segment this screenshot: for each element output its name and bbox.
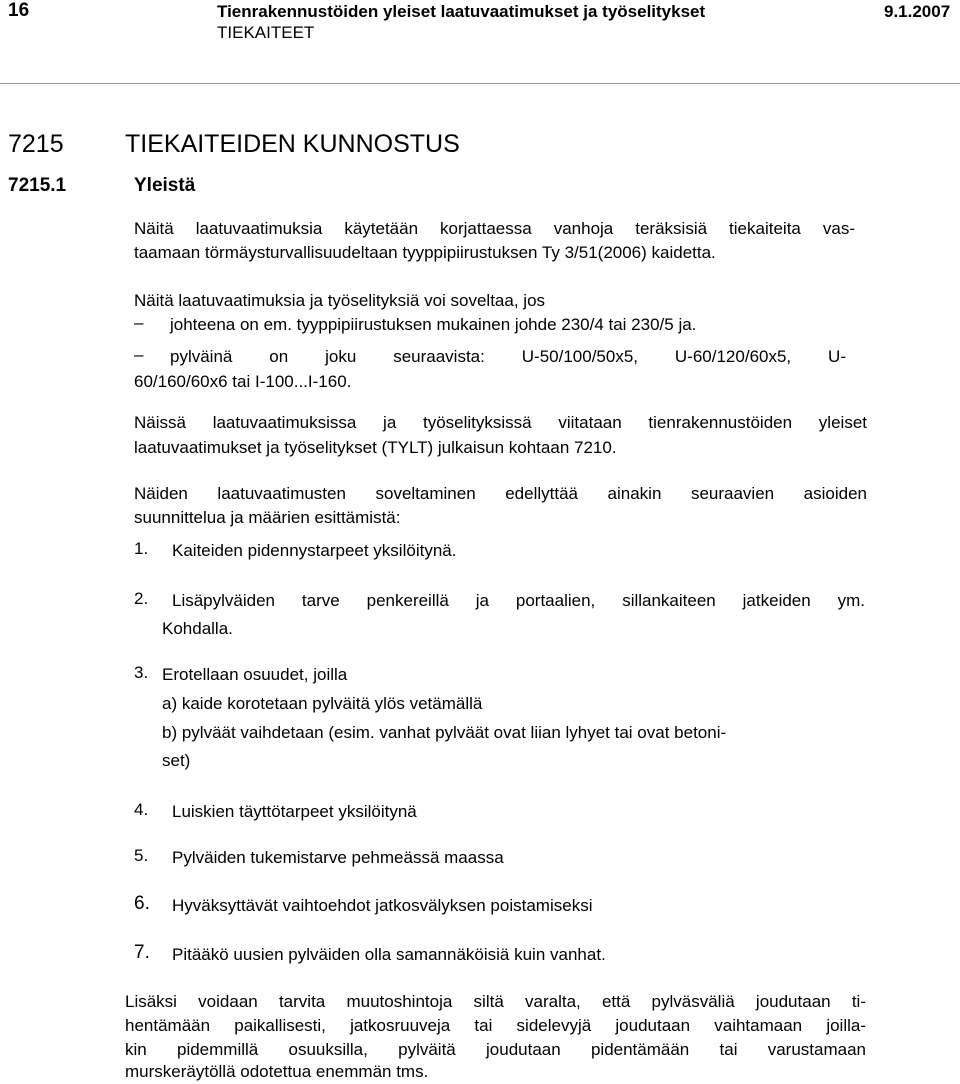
- list-item: Erotellaan osuudet, joilla: [162, 665, 348, 684]
- paragraph-line: Näitä laatuvaatimuksia ja työselityksiä voi soveltaa, jos: [134, 291, 546, 310]
- list-number: 4.: [134, 800, 149, 819]
- subsection-number: 7215.1: [8, 175, 67, 196]
- list-number: 3.: [134, 663, 149, 682]
- list-number: 7.: [134, 942, 150, 963]
- paragraph-line: Lisäksi voidaan tarvita muutoshintoja siltä varalta, että pylväsväliä joudutaan ti-: [125, 992, 866, 1011]
- paragraph-line: hentämään paikallisesti, jatkosruuveja tai sidelevyjä joudutaan vaihtamaan joilla-: [125, 1016, 866, 1035]
- paragraph-line: murskeräytöllä odotettua enemmän tms.: [125, 1062, 429, 1081]
- list-item: Pitääkö uusien pylväiden olla samannäköisiä kuin vanhat.: [172, 945, 606, 964]
- list-item: Hyväksyttävät vaihtoehdot jatkosvälyksen poistamiseksi: [172, 896, 593, 915]
- bullet-text: pylväinä on joku seuraavista: U-50/100/50x5, U-60/120/60x5, U-: [170, 347, 846, 366]
- header-date: 9.1.2007: [884, 2, 951, 21]
- list-number: 1.: [134, 539, 149, 558]
- list-subitem: b) pylväät vaihdetaan (esim. vanhat pylväät ovat liian lyhyet tai ovat betoni-: [162, 723, 727, 742]
- list-item: Lisäpylväiden tarve penkereillä ja portaalien, sillankaiteen jatkeiden ym.: [172, 591, 865, 610]
- paragraph-line: Näiden laatuvaatimusten soveltaminen edellyttää ainakin seuraavien asioiden: [134, 484, 867, 503]
- header-rule: [0, 83, 960, 84]
- list-number: 6.: [134, 893, 150, 914]
- list-number: 5.: [134, 846, 149, 865]
- subsection-title: Yleistä: [134, 175, 196, 196]
- header-subtitle: TIEKAITEET: [217, 23, 315, 42]
- bullet-text: johteena on em. tyyppipiirustuksen mukainen johde 230/4 tai 230/5 ja.: [170, 315, 697, 334]
- dash-bullet: –: [134, 313, 144, 332]
- list-item: Kohdalla.: [162, 619, 233, 638]
- paragraph-line: suunnittelua ja määrien esittämistä:: [134, 508, 401, 527]
- page-number: 16: [8, 0, 30, 21]
- bullet-text: 60/160/60x6 tai I-100...I-160.: [134, 372, 352, 391]
- section-title: TIEKAITEIDEN KUNNOSTUS: [125, 130, 460, 158]
- paragraph-line: Näitä laatuvaatimuksia käytetään korjattaessa vanhoja teräksisiä tiekaiteita vas-: [134, 219, 855, 238]
- list-item: Kaiteiden pidennystarpeet yksilöitynä.: [172, 541, 457, 560]
- list-subitem: a) kaide korotetaan pylväitä ylös vetämällä: [162, 694, 483, 713]
- paragraph-line: taamaan törmäysturvallisuudeltaan tyyppipiirustuksen Ty 3/51(2006) kaidetta.: [134, 243, 716, 262]
- list-number: 2.: [134, 589, 149, 608]
- list-item: Pylväiden tukemistarve pehmeässä maassa: [172, 848, 504, 867]
- header-title: Tienrakennustöiden yleiset laatuvaatimukset ja työselitykset: [217, 2, 706, 21]
- dash-bullet: –: [134, 345, 144, 364]
- list-subitem: set): [162, 751, 191, 770]
- section-number: 7215: [8, 130, 64, 158]
- paragraph-line: kin pidemmillä osuuksilla, pylväitä joudutaan pidentämään tai varustamaan: [125, 1040, 866, 1059]
- list-item: Luiskien täyttötarpeet yksilöitynä: [172, 802, 417, 821]
- paragraph-line: Näissä laatuvaatimuksissa ja työselityksissä viitataan tienrakennustöiden yleiset: [134, 413, 867, 432]
- paragraph-line: laatuvaatimukset ja työselitykset (TYLT) julkaisun kohtaan 7210.: [134, 438, 617, 457]
